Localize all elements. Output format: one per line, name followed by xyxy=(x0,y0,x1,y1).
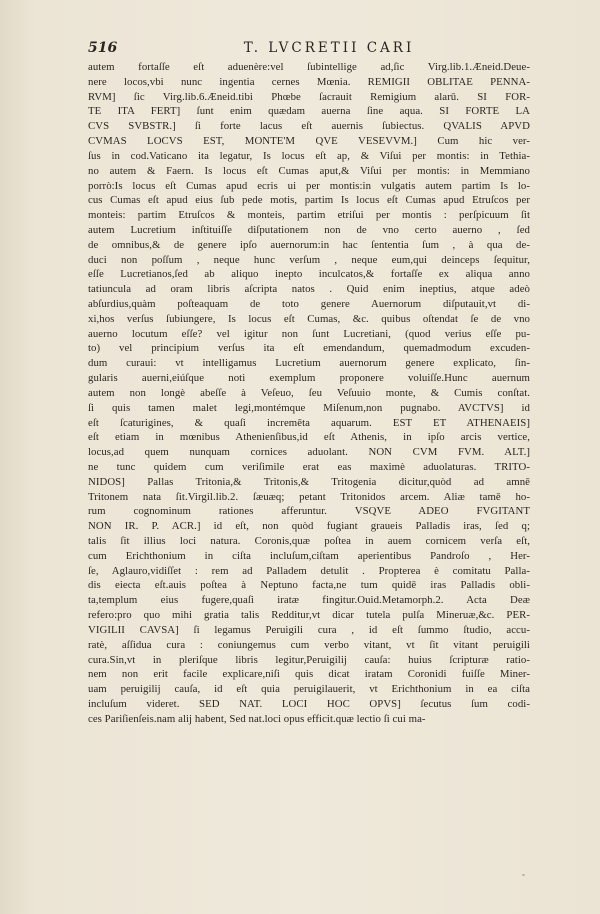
text-line: auerno locutum eſſe? vel igitur non ſunt Lucretiani, (quod verius eſſe pu- xyxy=(88,327,530,340)
text-line: ces Pariſienſeis.nam alij habent, Sed nat.loci opus efficit.quæ lectio ſi cui ma- xyxy=(88,712,426,725)
text-line: VIGILII CAVSA] ſi legamus Peruigili cura , id eſt ſummo ſtudio, accu- xyxy=(88,623,530,636)
text-line: talis ſit illius loci natura. Coronis,quæ poſtea in auem cornicem verſa eſt, xyxy=(88,535,530,547)
text-line: Tritonem nata ſit.Virgil.lib.2. ſæuæq; petant Tritonidos arcem. Aliæ tamē ho- xyxy=(88,490,530,503)
text-line: no autem & Faern. Is locus eſt Cumas aput,& Viſui per montis: in Memmiano xyxy=(88,164,530,177)
text-line: ne tunc quidem cum veriſimile erat eas maximè aduolaturas. TRITO- xyxy=(88,460,530,473)
text-line: ſus in cod.Vaticano ita legatur, Is locus eſt ap, & Viſui per montis: in Tethia- xyxy=(88,149,530,162)
text-line: de omnibus,& de genere ipſo auernorum:in hac ſententia ſum , à qua de- xyxy=(88,238,530,251)
text-line: incluſum videret. SED NAT. LOCI HOC OPVS] ſecutus ſum codi- xyxy=(88,697,530,710)
text-line: dis eiecta eſt.auis poſtea à Neptuno facta,ne tum quidē iras Palladis obli- xyxy=(88,579,530,592)
text-line: rum cognominum rationes afferuntur. VSQVE ADEO FVGITANT xyxy=(88,505,530,518)
text-line: porrò:Is locus eſt Cumas apud ecris ui per montis:in vulgatis autem partim Is lo- xyxy=(88,179,530,192)
text-line: xi,hos verſus ſubiungere, Is locus eſt Cumas, &c. quibus oſtendat ſe de vno xyxy=(88,312,530,325)
text-line: abſurdius,quàm poſteaquam de toto genere Auernorum diſputauit,vt di- xyxy=(88,298,530,310)
text-line: nere locos,vbi nunc ingentia cernes Mœnia. REMIGII OBLITAE PENNA- xyxy=(88,75,530,88)
text-line: autem Lucretium inſtituiſſe diſputationem non de vno certo auerno , ſed xyxy=(88,223,530,236)
text-line: cura.Sin,vt in pleriſque libris legitur,Peruigilij cauſa: huius ſcripturæ ratio- xyxy=(88,653,530,666)
text-line: autem fortaſſe eſt aduenère:vel ſubintellige ad,ſic Virg.lib.1.Æneid.Deue- xyxy=(88,61,530,73)
text-line: tatiuncula ad oram libris aſcripta natos . Quid enim ineptius, atque adeò xyxy=(88,283,530,296)
running-title: T. LVCRETII CARI xyxy=(243,40,415,56)
text-line: gularis auerni,eiúſque noti exemplum proponere voluiſſe.Hunc auernum xyxy=(88,372,530,385)
text-line: eſt ſcaturigines, & quaſi incremēta aquarum. EST ET ATHENAEIS] xyxy=(88,416,530,429)
text-line: dum curaui: vt intelligamus Lucretium auernorum genere explicato, ſin- xyxy=(88,357,530,370)
text-line: refero:pro quo mihi gratia talis Redditur,vt dicar tutela pulſa Mineruæ,&c. PER- xyxy=(88,609,530,622)
text-line: CVMAS LOCVS EST, MONTE'M QVE VESEVVM.] Cum hic ver- xyxy=(88,135,530,148)
text-line: cum Erichthonium in ciſta incluſum,ciſtam aperientibus Pandroſo , Her- xyxy=(88,549,530,562)
text-line: cus Cumas eſt apud eius ſub pede motis, partim Is locus eſt Cumas apud Etruſcos per xyxy=(88,194,530,207)
text-line: eſt etiam in mœnibus Athenienſibus,id eſt Athenis, in ipſo arcis vertice, xyxy=(88,431,530,444)
text-line: ſi quis tamen malet legi,montémque Miſenum,non pugnabo. AVCTVS] id xyxy=(88,401,530,414)
text-line: autem non longè abeſſe à Veſeuo, ſeu Veſuuio monte, & Cumis conſtat. xyxy=(88,386,530,399)
text-line: NIDOS] Pallas Tritonia,& Tritonis,& Tritogenia dicitur,quòd ad amnē xyxy=(88,475,530,488)
commentary-text xyxy=(88,60,530,727)
text-line: NON IR. P. ACR.] id eſt, non quòd fugiant graueis Palladis iras, ſed q; xyxy=(88,520,530,533)
text-line: TE ITA FERT] ſunt enim quædam auerna ſine aqua. SI FORTE LA xyxy=(88,105,530,118)
text-line: nem non erit facile explicare,niſi quis dicat iratam Coronidi fuiſſe Miner- xyxy=(88,668,530,681)
text-line: locus,ad quem nunquam cornices aduolant. NON CVM FVM. ALT.] xyxy=(88,446,530,459)
text-line: monteis: partim Etruſcos & monteis, partim etriſui per montis : perſpicuum ſit xyxy=(88,209,530,222)
page-number: 516 xyxy=(88,40,118,56)
text-line: CVS SVBSTR.] ſi forte lacus eſt auernis ſubiectus. QVALIS APVD xyxy=(88,120,530,133)
text-line: ta,templum eius fugere,quaſi iratæ fingitur.Ouid.Metamorph.2. Acta Deæ xyxy=(88,594,530,607)
page-header xyxy=(88,40,530,60)
text-line: RVM] ſic Virg.lib.6.Æneid.tibi Phœbe ſacrauit Remigium alarū. SI FOR- xyxy=(88,90,530,103)
text-line: ſe, Aglauro,vidiſſet : rem ad Palladem detulit . Propterea è comitatu Palla- xyxy=(88,564,530,577)
text-line: uam peruigilij cauſa, id eſt quia peruigilauerit, vt Erichthonium in ea ciſta xyxy=(88,683,530,696)
text-line: ratè, aſſidua cura : coniungemus cum verbo vitant, vt ſit vitant peruigili xyxy=(88,638,530,651)
text-line: eſſe Lucretianos,ſed ab aliquo inepto inculcatos,& fortaſſe ex aliqua anno xyxy=(88,268,530,281)
text-line: to) vel principium verſus ita eſt emendandum, quemadmodum excuden- xyxy=(88,342,530,355)
text-line: duci non poſſum , neque hunc verſum , neque eum,qui deinceps ſequitur, xyxy=(88,253,530,266)
paper-speck xyxy=(522,874,525,876)
